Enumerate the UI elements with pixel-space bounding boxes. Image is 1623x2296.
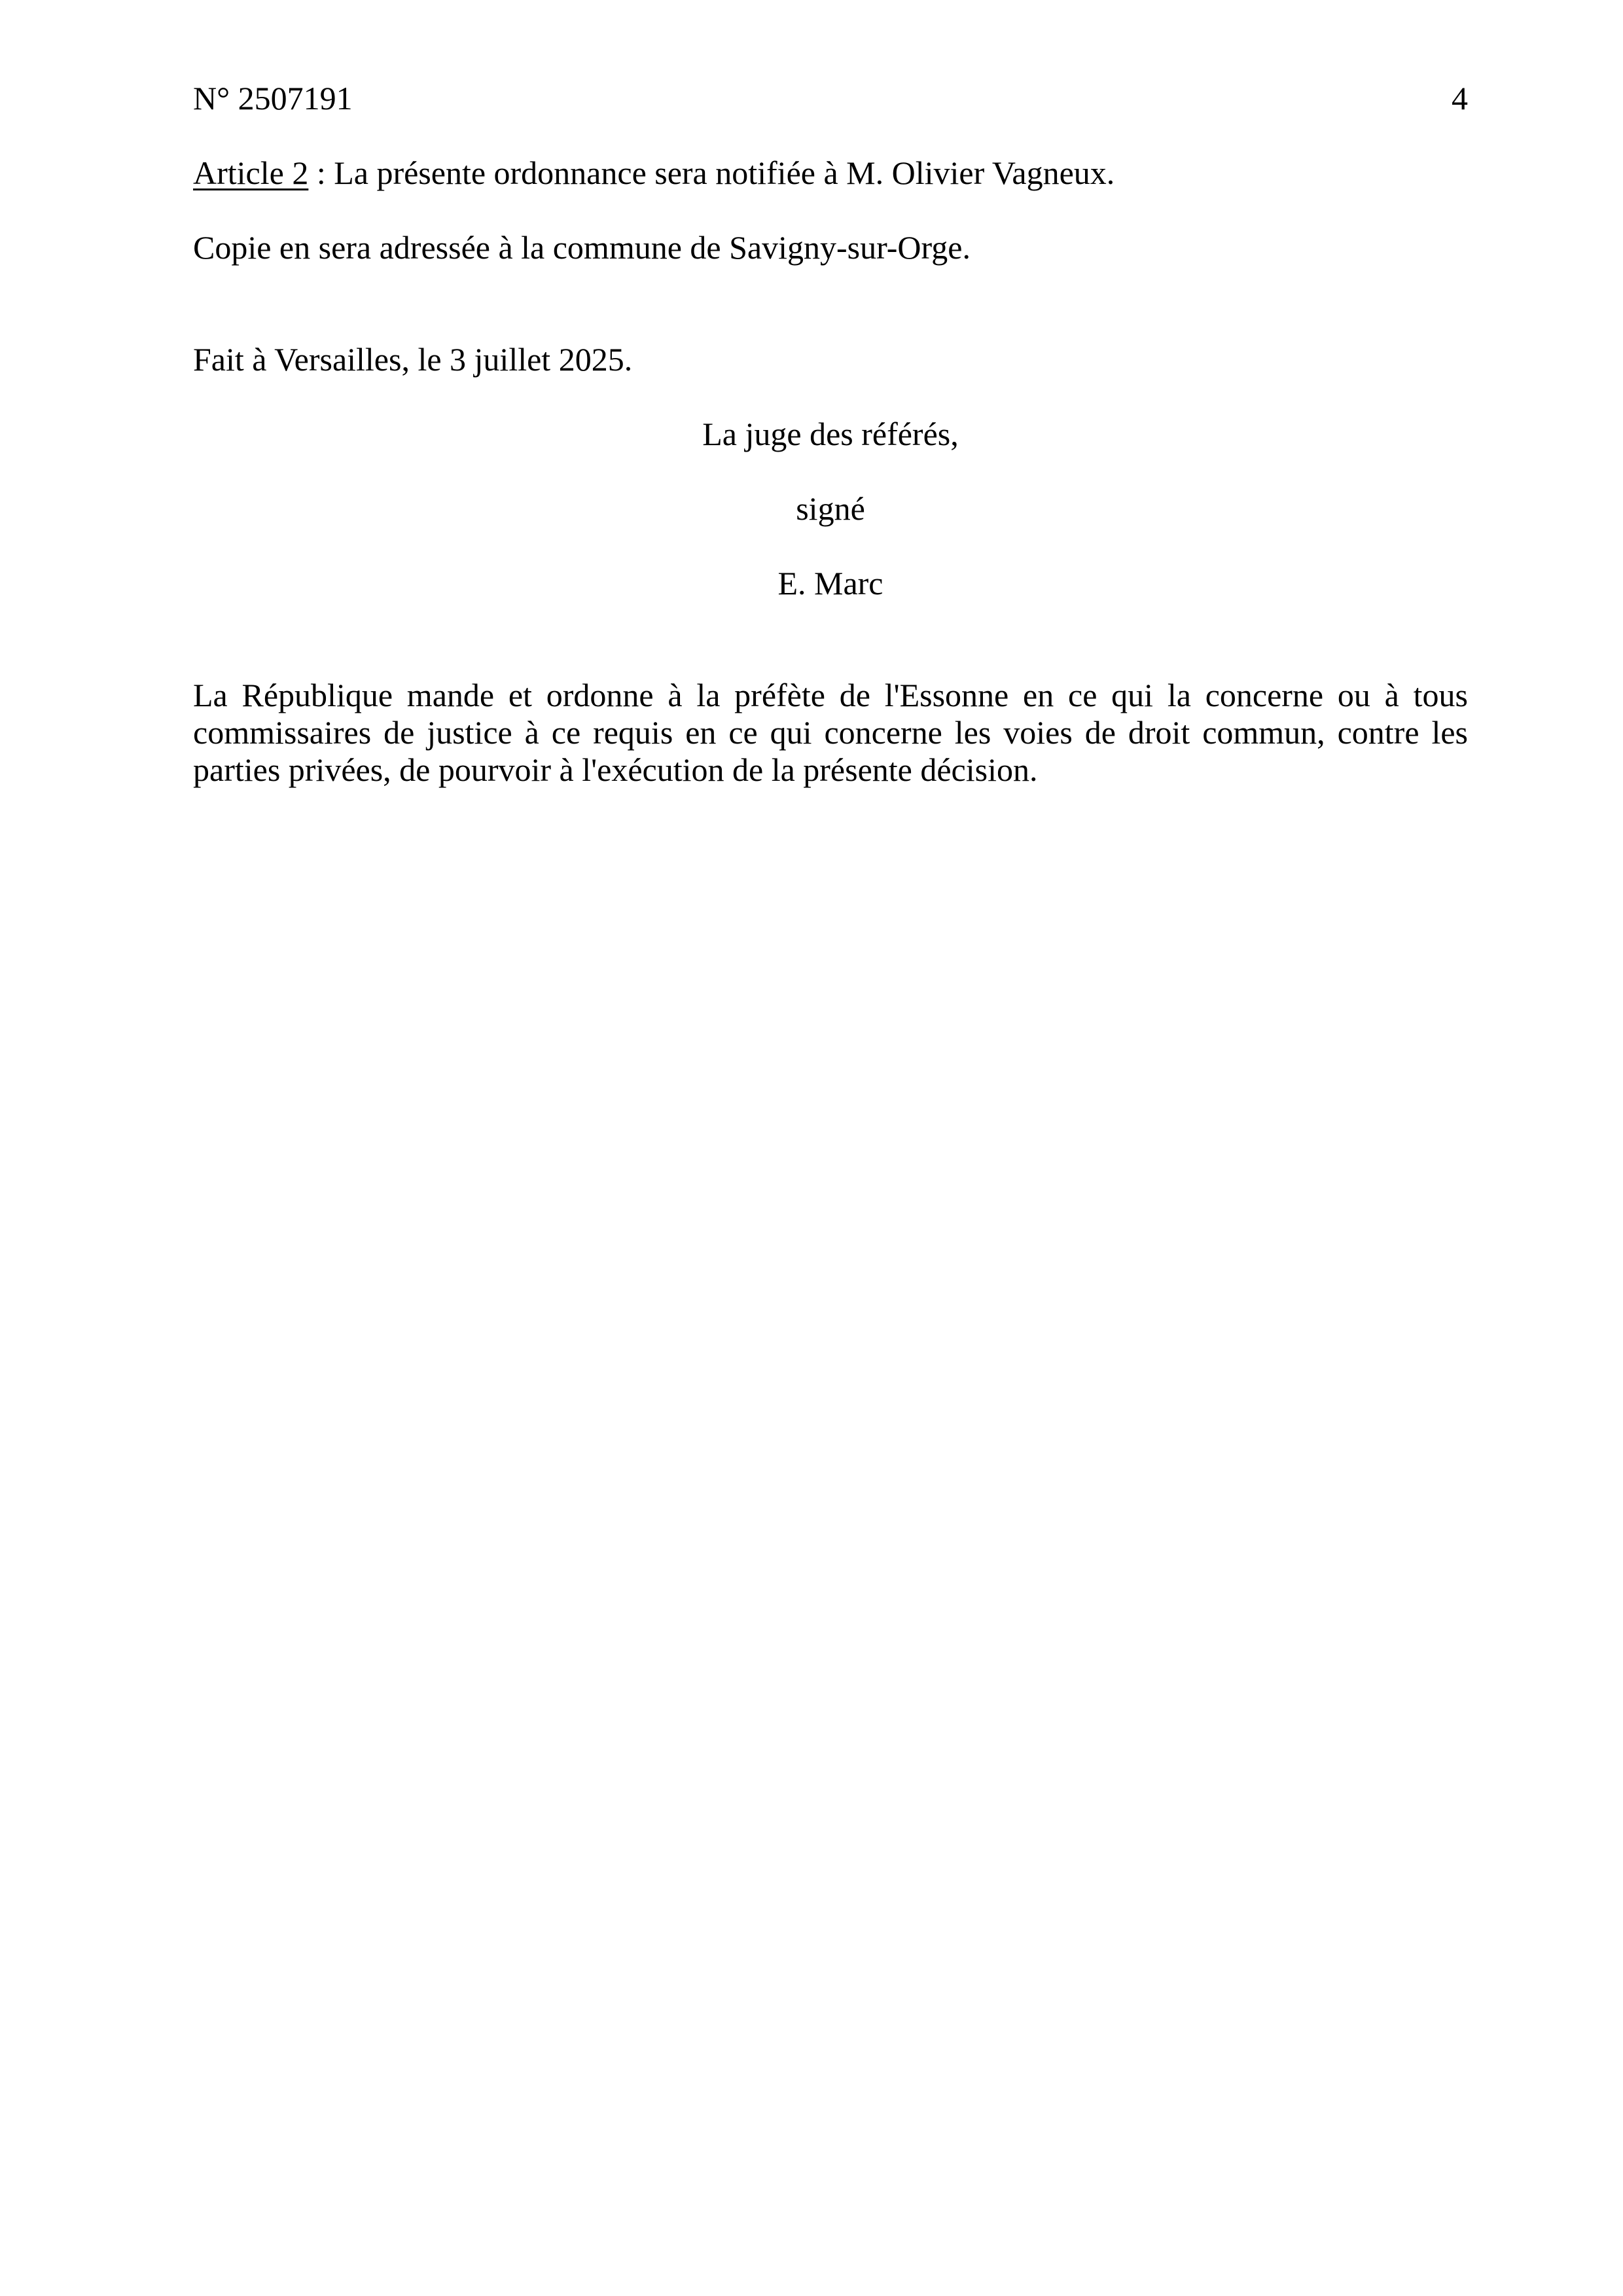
copy-notice-line: Copie en sera adressée à la commune de Savigny-sur-Orge.: [193, 229, 971, 266]
signature-role-line: La juge des référés,: [702, 416, 959, 452]
article-2-paragraph: [193, 154, 1468, 192]
case-number: N° 2507191: [193, 80, 353, 117]
article-2-text: : La présente ordonnance sera notifiée à M. Olivier Vagneux.: [308, 154, 1115, 191]
executory-formula-paragraph: La République mande et ordonne à la préfète de l'Essonne en ce qui la concerne ou à tous commissaires de justice à ce requis en ce qui concerne les voies de droit commun, contre les parties privées, de pourvoir à l'exécution de la présente décision.: [193, 677, 1468, 788]
page-number: 4: [1452, 80, 1468, 117]
date-place-line: Fait à Versailles, le 3 juillet 2025.: [193, 341, 633, 378]
signature-name: E. Marc: [777, 565, 883, 601]
article-2-label: Article 2: [193, 154, 309, 191]
page-header: [193, 80, 1468, 117]
signature-signed-label: signé: [796, 490, 865, 527]
